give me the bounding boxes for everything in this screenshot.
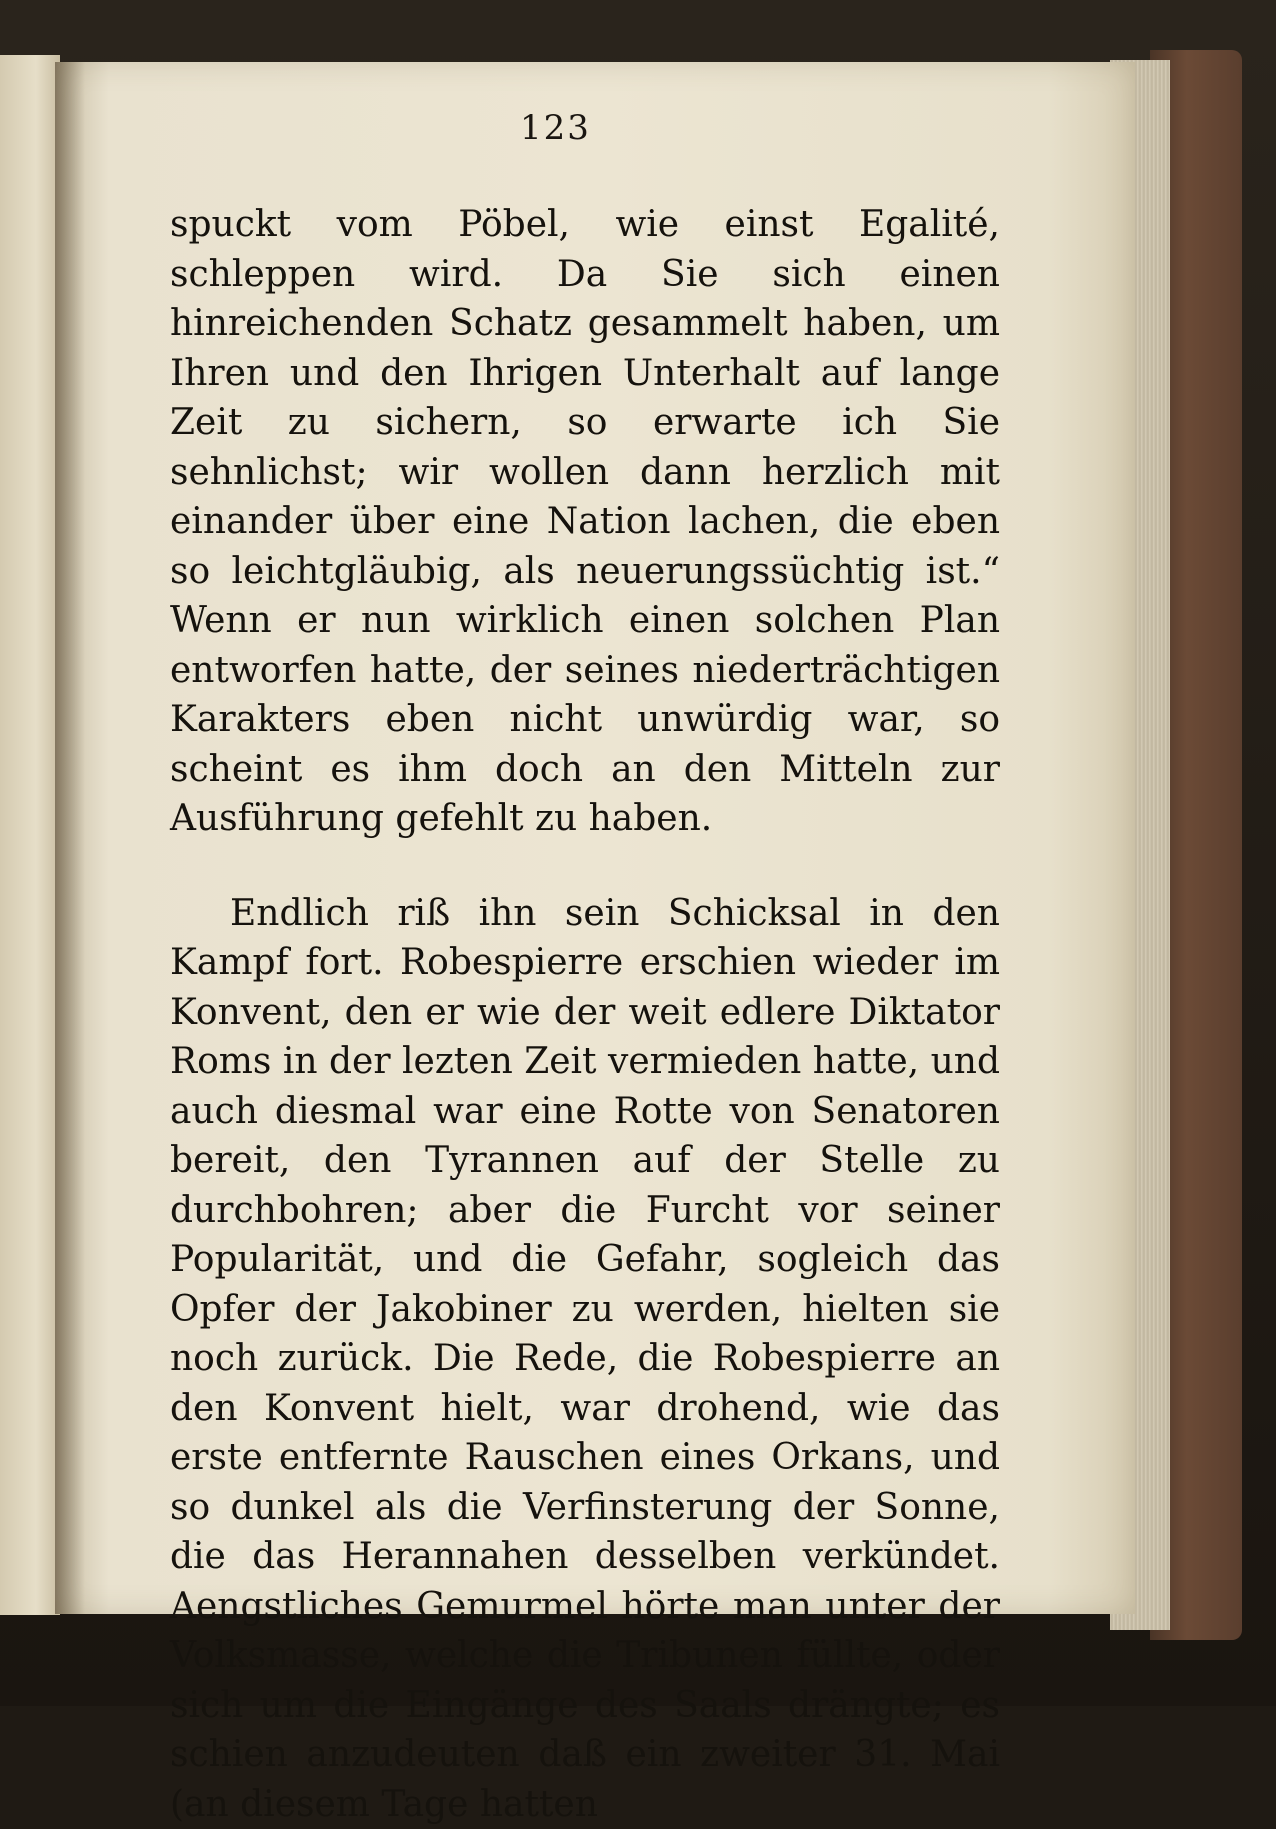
gutter-shadow: [55, 62, 85, 1614]
paragraph-1: spuckt vom Pöbel, wie einst Egalité, schleppen wird. Da Sie sich einen hinreichenden Schatz gesammelt haben, um Ihren und den Ihrigen Unterhalt auf lange Zeit zu sichern, so erwarte ich Sie sehnlichst; wir wollen dann herzlich mit einander über eine Nation lachen, die eben so leichtgläubig, als neuerungssüchtig ist.“ Wenn er nun wirklich einen solchen Plan entworfen hatte, der seines niederträchtigen Karakters eben nicht unwürdig war, so scheint es ihm doch an den Mitteln zur Ausführung gefehlt zu haben.: [170, 200, 1000, 844]
paragraph-2: Endlich riß ihn sein Schicksal in den Kampf fort. Robespierre erschien wieder im Konvent, den er wie der weit edlere Diktator Roms in der lezten Zeit vermieden hatte, und auch diesmal war eine Rotte von Senatoren bereit, den Tyrannen auf der Stelle zu durchbohren; aber die Furcht vor seiner Popularität, und die Gefahr, sogleich das Opfer der Jakobiner zu werden, hielten sie noch zurück. Die Rede, die Robespierre an den Konvent hielt, war drohend, wie das erste entfernte Rauschen eines Orkans, und so dunkel als die Verfinsterung der Sonne, die das Herannahen desselben verkündet. Aengstliches Gemurmel hörte man unter der Volksmasse, welche die Tribunen füllte, oder sich um die Eingänge des Saals drängte; es schien anzudeuten daß ein zweiter 31. Mai (an diesem Tage hatten: [170, 889, 1000, 1829]
left-page-sliver: [0, 55, 60, 1615]
page-text: [170, 200, 1000, 1829]
page-number: 123: [520, 108, 640, 148]
